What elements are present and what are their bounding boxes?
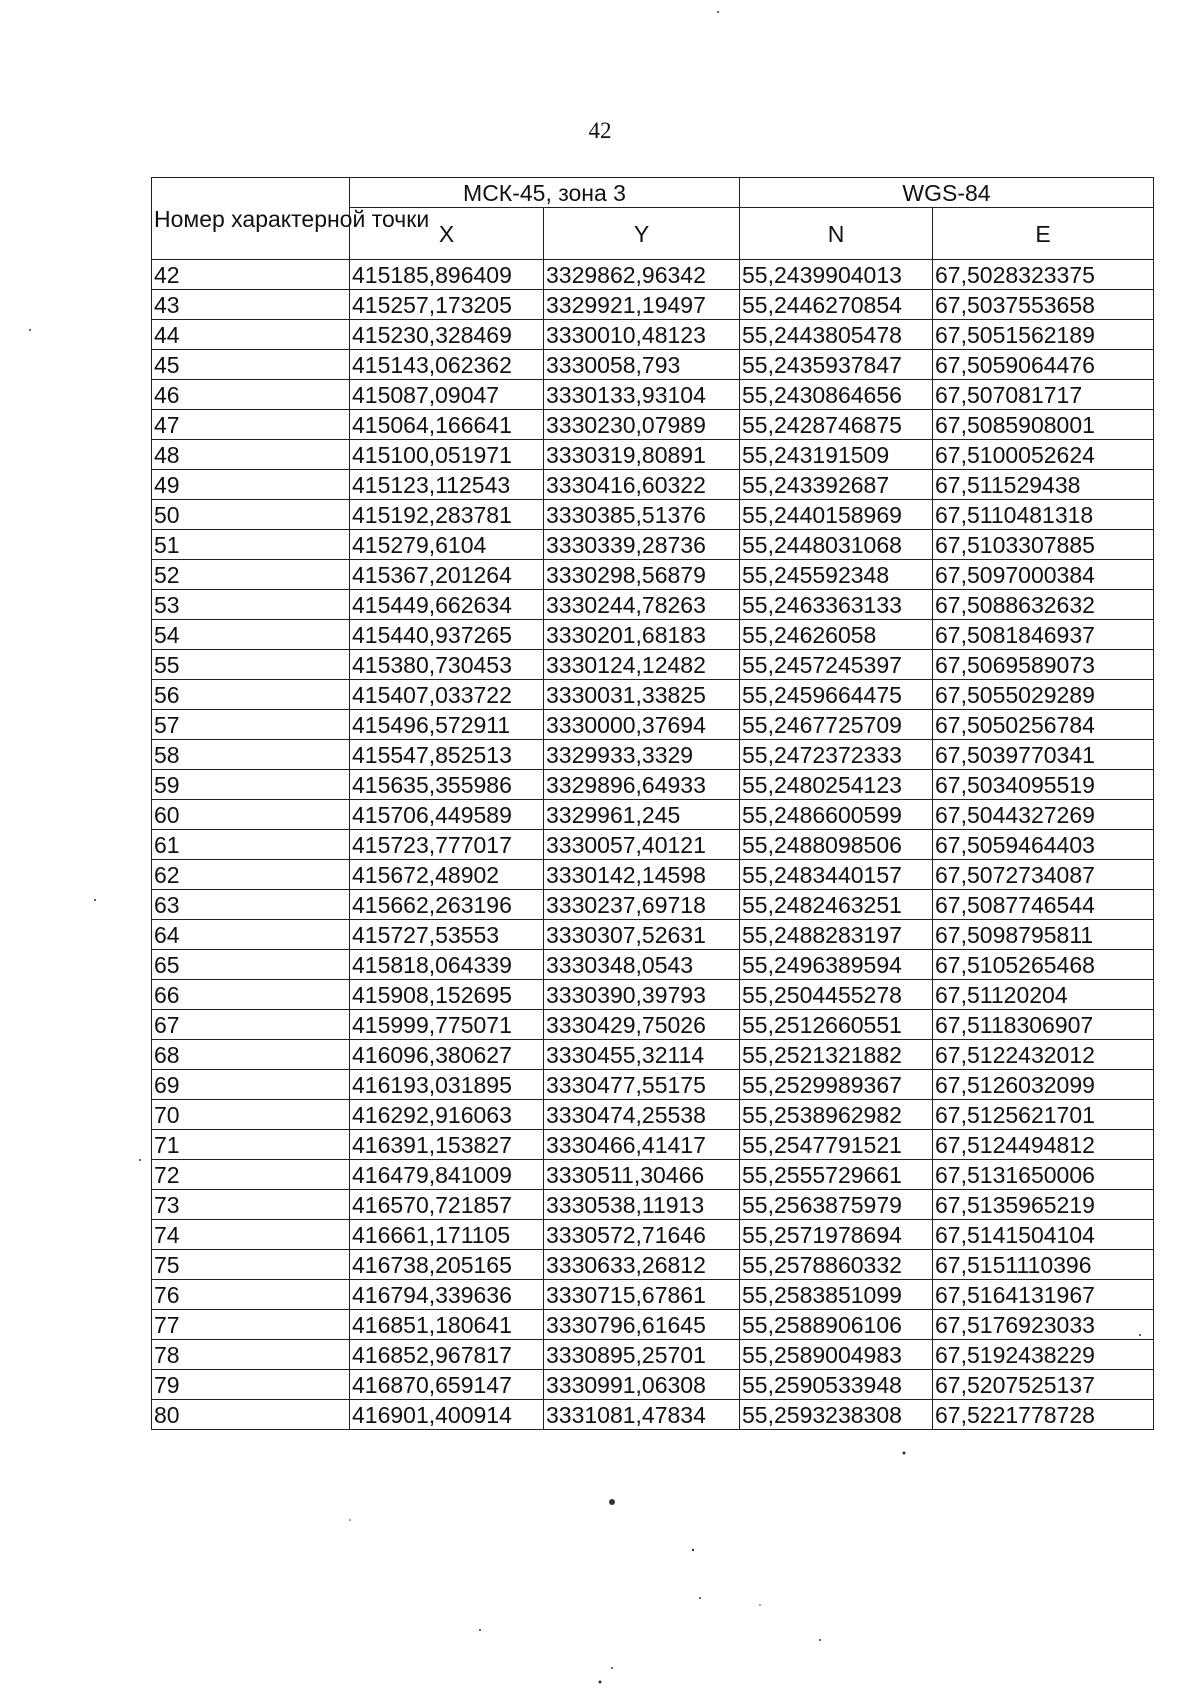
cell-n: 55,245592348 xyxy=(740,560,933,590)
cell-e: 67,51120204 xyxy=(933,980,1154,1010)
cell-x: 415279,6104 xyxy=(350,530,544,560)
cell-n: 55,2440158969 xyxy=(740,500,933,530)
table-row xyxy=(152,530,1154,560)
cell-point-number: 49 xyxy=(152,470,350,500)
table-row xyxy=(152,1010,1154,1040)
header-e: E xyxy=(933,208,1154,260)
header-n: N xyxy=(740,208,933,260)
cell-y: 3330477,55175 xyxy=(544,1070,740,1100)
cell-x: 416851,180641 xyxy=(350,1310,544,1340)
cell-y: 3329896,64933 xyxy=(544,770,740,800)
cell-n: 55,243392687 xyxy=(740,470,933,500)
cell-point-number: 74 xyxy=(152,1220,350,1250)
header-point-number: Номер характерной точки xyxy=(152,178,350,260)
table-row xyxy=(152,1190,1154,1220)
cell-n: 55,24626058 xyxy=(740,620,933,650)
cell-e: 67,5100052624 xyxy=(933,440,1154,470)
cell-x: 415706,449589 xyxy=(350,800,544,830)
cell-x: 415635,355986 xyxy=(350,770,544,800)
cell-y: 3330895,25701 xyxy=(544,1340,740,1370)
cell-x: 415257,173205 xyxy=(350,290,544,320)
cell-point-number: 56 xyxy=(152,680,350,710)
cell-point-number: 48 xyxy=(152,440,350,470)
table-row xyxy=(152,1160,1154,1190)
cell-y: 3330416,60322 xyxy=(544,470,740,500)
cell-y: 3329933,3329 xyxy=(544,740,740,770)
cell-point-number: 44 xyxy=(152,320,350,350)
cell-x: 415123,112543 xyxy=(350,470,544,500)
cell-y: 3330991,06308 xyxy=(544,1370,740,1400)
cell-x: 415908,152695 xyxy=(350,980,544,1010)
cell-e: 67,5055029289 xyxy=(933,680,1154,710)
cell-point-number: 63 xyxy=(152,890,350,920)
cell-x: 415723,777017 xyxy=(350,830,544,860)
table-row xyxy=(152,410,1154,440)
table-row xyxy=(152,1280,1154,1310)
cell-n: 55,2428746875 xyxy=(740,410,933,440)
cell-x: 415192,283781 xyxy=(350,500,544,530)
table-row xyxy=(152,710,1154,740)
table-row xyxy=(152,1250,1154,1280)
cell-e: 67,5105265468 xyxy=(933,950,1154,980)
cell-x: 416391,153827 xyxy=(350,1130,544,1160)
cell-n: 55,2555729661 xyxy=(740,1160,933,1190)
cell-e: 67,5059464403 xyxy=(933,830,1154,860)
cell-n: 55,2482463251 xyxy=(740,890,933,920)
table-row xyxy=(152,290,1154,320)
table-row xyxy=(152,1040,1154,1070)
cell-x: 416193,031895 xyxy=(350,1070,544,1100)
cell-y: 3330058,793 xyxy=(544,350,740,380)
cell-x: 415496,572911 xyxy=(350,710,544,740)
cell-y: 3329862,96342 xyxy=(544,260,740,290)
cell-point-number: 79 xyxy=(152,1370,350,1400)
table-row xyxy=(152,860,1154,890)
table-row xyxy=(152,680,1154,710)
table-row xyxy=(152,1400,1154,1430)
cell-point-number: 69 xyxy=(152,1070,350,1100)
table-row xyxy=(152,590,1154,620)
table-body xyxy=(152,260,1154,1430)
cell-x: 415407,033722 xyxy=(350,680,544,710)
cell-y: 3330390,39793 xyxy=(544,980,740,1010)
table-row xyxy=(152,500,1154,530)
cell-y: 3330474,25538 xyxy=(544,1100,740,1130)
cell-point-number: 52 xyxy=(152,560,350,590)
cell-point-number: 75 xyxy=(152,1250,350,1280)
cell-y: 3331081,47834 xyxy=(544,1400,740,1430)
cell-y: 3330057,40121 xyxy=(544,830,740,860)
cell-y: 3330000,37694 xyxy=(544,710,740,740)
cell-n: 55,2583851099 xyxy=(740,1280,933,1310)
cell-n: 55,2472372333 xyxy=(740,740,933,770)
table-row xyxy=(152,1310,1154,1340)
cell-y: 3330201,68183 xyxy=(544,620,740,650)
table-row xyxy=(152,830,1154,860)
cell-point-number: 57 xyxy=(152,710,350,740)
cell-x: 416794,339636 xyxy=(350,1280,544,1310)
cell-e: 67,5044327269 xyxy=(933,800,1154,830)
cell-x: 415087,09047 xyxy=(350,380,544,410)
table-row xyxy=(152,920,1154,950)
cell-point-number: 42 xyxy=(152,260,350,290)
table-row xyxy=(152,950,1154,980)
cell-x: 415672,48902 xyxy=(350,860,544,890)
cell-n: 55,2488098506 xyxy=(740,830,933,860)
cell-point-number: 80 xyxy=(152,1400,350,1430)
cell-y: 3330455,32114 xyxy=(544,1040,740,1070)
cell-e: 67,5088632632 xyxy=(933,590,1154,620)
cell-x: 415230,328469 xyxy=(350,320,544,350)
cell-e: 67,5081846937 xyxy=(933,620,1154,650)
cell-n: 55,2512660551 xyxy=(740,1010,933,1040)
cell-y: 3330348,0543 xyxy=(544,950,740,980)
cell-e: 67,5124494812 xyxy=(933,1130,1154,1160)
cell-y: 3330133,93104 xyxy=(544,380,740,410)
cell-y: 3330538,11913 xyxy=(544,1190,740,1220)
cell-x: 416570,721857 xyxy=(350,1190,544,1220)
cell-y: 3330230,07989 xyxy=(544,410,740,440)
header-msk-group: МСК-45, зона 3 xyxy=(350,178,740,208)
table-row xyxy=(152,350,1154,380)
cell-e: 67,5141504104 xyxy=(933,1220,1154,1250)
cell-x: 416738,205165 xyxy=(350,1250,544,1280)
table-row xyxy=(152,1370,1154,1400)
cell-n: 55,2529989367 xyxy=(740,1070,933,1100)
cell-e: 67,5131650006 xyxy=(933,1160,1154,1190)
cell-e: 67,5125621701 xyxy=(933,1100,1154,1130)
cell-e: 67,5118306907 xyxy=(933,1010,1154,1040)
cell-point-number: 70 xyxy=(152,1100,350,1130)
cell-x: 415727,53553 xyxy=(350,920,544,950)
cell-n: 55,2571978694 xyxy=(740,1220,933,1250)
cell-point-number: 64 xyxy=(152,920,350,950)
cell-e: 67,5103307885 xyxy=(933,530,1154,560)
cell-x: 415440,937265 xyxy=(350,620,544,650)
cell-x: 415367,201264 xyxy=(350,560,544,590)
cell-n: 55,2480254123 xyxy=(740,770,933,800)
cell-e: 67,5028323375 xyxy=(933,260,1154,290)
table-row xyxy=(152,440,1154,470)
cell-e: 67,5126032099 xyxy=(933,1070,1154,1100)
header-x: X xyxy=(350,208,544,260)
cell-point-number: 77 xyxy=(152,1310,350,1340)
cell-point-number: 67 xyxy=(152,1010,350,1040)
table-header xyxy=(152,178,1154,260)
cell-n: 55,2589004983 xyxy=(740,1340,933,1370)
cell-x: 415662,263196 xyxy=(350,890,544,920)
cell-x: 416661,171105 xyxy=(350,1220,544,1250)
cell-point-number: 65 xyxy=(152,950,350,980)
cell-n: 55,2547791521 xyxy=(740,1130,933,1160)
cell-e: 67,5069589073 xyxy=(933,650,1154,680)
table-row xyxy=(152,800,1154,830)
cell-n: 55,2443805478 xyxy=(740,320,933,350)
table-row xyxy=(152,1340,1154,1370)
cell-n: 55,2504455278 xyxy=(740,980,933,1010)
cell-y: 3330429,75026 xyxy=(544,1010,740,1040)
table-row xyxy=(152,470,1154,500)
cell-x: 416852,967817 xyxy=(350,1340,544,1370)
cell-point-number: 53 xyxy=(152,590,350,620)
cell-x: 416870,659147 xyxy=(350,1370,544,1400)
cell-e: 67,5135965219 xyxy=(933,1190,1154,1220)
header-wgs-group: WGS-84 xyxy=(740,178,1154,208)
cell-e: 67,5059064476 xyxy=(933,350,1154,380)
cell-e: 67,5097000384 xyxy=(933,560,1154,590)
table-row xyxy=(152,890,1154,920)
table-row xyxy=(152,770,1154,800)
table-row xyxy=(152,380,1154,410)
table-row xyxy=(152,260,1154,290)
cell-point-number: 54 xyxy=(152,620,350,650)
cell-point-number: 47 xyxy=(152,410,350,440)
cell-point-number: 78 xyxy=(152,1340,350,1370)
cell-e: 67,5034095519 xyxy=(933,770,1154,800)
cell-n: 55,2590533948 xyxy=(740,1370,933,1400)
cell-e: 67,5122432012 xyxy=(933,1040,1154,1070)
cell-y: 3330319,80891 xyxy=(544,440,740,470)
cell-e: 67,5098795811 xyxy=(933,920,1154,950)
cell-e: 67,5110481318 xyxy=(933,500,1154,530)
cell-point-number: 59 xyxy=(152,770,350,800)
cell-n: 55,2463363133 xyxy=(740,590,933,620)
cell-x: 416096,380627 xyxy=(350,1040,544,1070)
cell-y: 3330385,51376 xyxy=(544,500,740,530)
cell-e: 67,5151110396 xyxy=(933,1250,1154,1280)
header-y: Y xyxy=(544,208,740,260)
cell-point-number: 45 xyxy=(152,350,350,380)
cell-y: 3330466,41417 xyxy=(544,1130,740,1160)
cell-x: 415999,775071 xyxy=(350,1010,544,1040)
cell-point-number: 66 xyxy=(152,980,350,1010)
cell-y: 3329921,19497 xyxy=(544,290,740,320)
page-number: 42 xyxy=(588,118,612,143)
cell-n: 55,2457245397 xyxy=(740,650,933,680)
cell-n: 55,2521321882 xyxy=(740,1040,933,1070)
cell-y: 3330124,12482 xyxy=(544,650,740,680)
cell-n: 55,2486600599 xyxy=(740,800,933,830)
cell-point-number: 55 xyxy=(152,650,350,680)
cell-e: 67,5207525137 xyxy=(933,1370,1154,1400)
cell-n: 55,2439904013 xyxy=(740,260,933,290)
cell-e: 67,5051562189 xyxy=(933,320,1154,350)
cell-n: 55,2430864656 xyxy=(740,380,933,410)
cell-y: 3330307,52631 xyxy=(544,920,740,950)
cell-e: 67,511529438 xyxy=(933,470,1154,500)
cell-point-number: 68 xyxy=(152,1040,350,1070)
cell-point-number: 61 xyxy=(152,830,350,860)
cell-n: 55,2593238308 xyxy=(740,1400,933,1430)
cell-x: 415818,064339 xyxy=(350,950,544,980)
cell-y: 3330796,61645 xyxy=(544,1310,740,1340)
cell-n: 55,2496389594 xyxy=(740,950,933,980)
table-row xyxy=(152,1130,1154,1160)
table-row xyxy=(152,1070,1154,1100)
cell-point-number: 62 xyxy=(152,860,350,890)
cell-x: 416292,916063 xyxy=(350,1100,544,1130)
cell-e: 67,5221778728 xyxy=(933,1400,1154,1430)
cell-e: 67,5087746544 xyxy=(933,890,1154,920)
cell-e: 67,5085908001 xyxy=(933,410,1154,440)
cell-n: 55,2588906106 xyxy=(740,1310,933,1340)
table-row xyxy=(152,320,1154,350)
table-row xyxy=(152,620,1154,650)
cell-n: 55,2538962982 xyxy=(740,1100,933,1130)
cell-y: 3330572,71646 xyxy=(544,1220,740,1250)
cell-e: 67,5176923033 xyxy=(933,1310,1154,1340)
cell-n: 55,2448031068 xyxy=(740,530,933,560)
cell-e: 67,507081717 xyxy=(933,380,1154,410)
cell-y: 3330244,78263 xyxy=(544,590,740,620)
table-row xyxy=(152,980,1154,1010)
cell-point-number: 76 xyxy=(152,1280,350,1310)
cell-n: 55,2446270854 xyxy=(740,290,933,320)
cell-point-number: 60 xyxy=(152,800,350,830)
cell-y: 3330237,69718 xyxy=(544,890,740,920)
cell-n: 55,2563875979 xyxy=(740,1190,933,1220)
cell-point-number: 73 xyxy=(152,1190,350,1220)
cell-x: 415064,166641 xyxy=(350,410,544,440)
cell-x: 415449,662634 xyxy=(350,590,544,620)
cell-x: 415380,730453 xyxy=(350,650,544,680)
table-row xyxy=(152,1100,1154,1130)
cell-e: 67,5037553658 xyxy=(933,290,1154,320)
cell-y: 3329961,245 xyxy=(544,800,740,830)
cell-n: 55,2435937847 xyxy=(740,350,933,380)
cell-y: 3330298,56879 xyxy=(544,560,740,590)
cell-point-number: 58 xyxy=(152,740,350,770)
cell-n: 55,2467725709 xyxy=(740,710,933,740)
cell-point-number: 51 xyxy=(152,530,350,560)
table-row xyxy=(152,650,1154,680)
cell-point-number: 50 xyxy=(152,500,350,530)
cell-y: 3330142,14598 xyxy=(544,860,740,890)
cell-x: 415143,062362 xyxy=(350,350,544,380)
cell-x: 415547,852513 xyxy=(350,740,544,770)
cell-point-number: 46 xyxy=(152,380,350,410)
cell-x: 415100,051971 xyxy=(350,440,544,470)
table-row xyxy=(152,740,1154,770)
cell-n: 55,2578860332 xyxy=(740,1250,933,1280)
cell-point-number: 71 xyxy=(152,1130,350,1160)
table-row xyxy=(152,560,1154,590)
cell-n: 55,243191509 xyxy=(740,440,933,470)
cell-e: 67,5072734087 xyxy=(933,860,1154,890)
cell-n: 55,2483440157 xyxy=(740,860,933,890)
cell-x: 416901,400914 xyxy=(350,1400,544,1430)
coordinates-table xyxy=(151,177,1154,1430)
cell-point-number: 72 xyxy=(152,1160,350,1190)
cell-n: 55,2459664475 xyxy=(740,680,933,710)
cell-y: 3330031,33825 xyxy=(544,680,740,710)
cell-y: 3330339,28736 xyxy=(544,530,740,560)
cell-e: 67,5050256784 xyxy=(933,710,1154,740)
cell-y: 3330715,67861 xyxy=(544,1280,740,1310)
table-row xyxy=(152,1220,1154,1250)
cell-y: 3330511,30466 xyxy=(544,1160,740,1190)
cell-x: 416479,841009 xyxy=(350,1160,544,1190)
cell-e: 67,5039770341 xyxy=(933,740,1154,770)
cell-x: 415185,896409 xyxy=(350,260,544,290)
cell-y: 3330633,26812 xyxy=(544,1250,740,1280)
cell-point-number: 43 xyxy=(152,290,350,320)
cell-y: 3330010,48123 xyxy=(544,320,740,350)
cell-n: 55,2488283197 xyxy=(740,920,933,950)
cell-e: 67,5192438229 xyxy=(933,1340,1154,1370)
cell-e: 67,5164131967 xyxy=(933,1280,1154,1310)
